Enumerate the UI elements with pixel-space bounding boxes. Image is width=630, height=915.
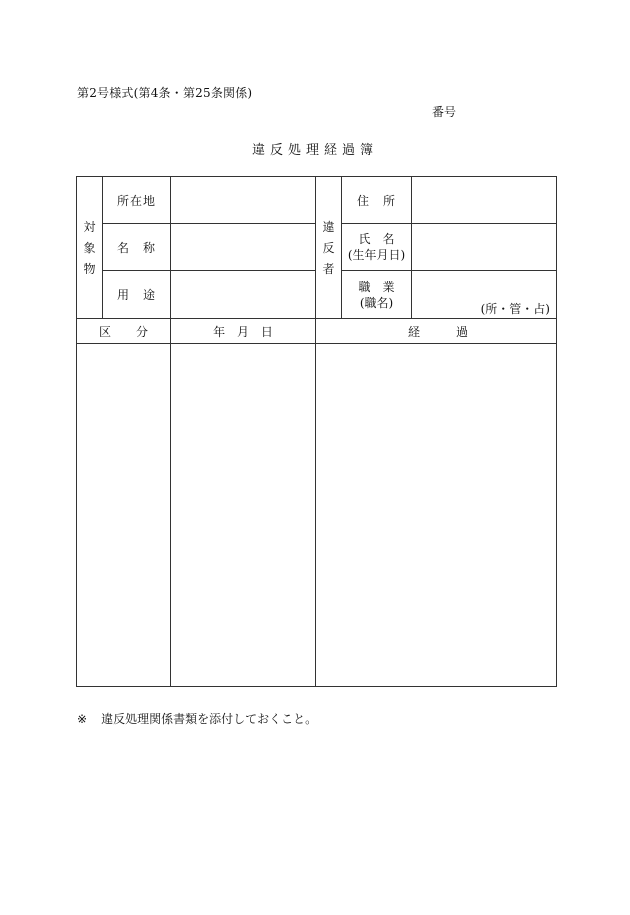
occupation-field[interactable] <box>412 271 557 319</box>
occupation-role-note: (所・管・占) <box>480 302 550 316</box>
record-number-label: 番号 <box>432 105 457 119</box>
address-label: 住 所 <box>342 177 412 224</box>
category-entry-area[interactable] <box>77 344 171 687</box>
violation-record-table <box>76 176 557 687</box>
progress-header: 経 過 <box>316 319 557 344</box>
date-header: 年 月 日 <box>171 319 316 344</box>
violator-name-label: 氏 名 (生年月日) <box>342 224 412 271</box>
location-label: 所在地 <box>103 177 171 224</box>
footnote-text: 違反処理関係書類を添付しておくこと。 <box>101 712 318 726</box>
violator-group-label: 違 反 者 <box>316 177 342 319</box>
category-header: 区 分 <box>77 319 171 344</box>
occupation-label: 職 業 (職名) <box>342 271 412 319</box>
object-group-label: 対 象 物 <box>77 177 103 319</box>
progress-entry-area[interactable] <box>316 344 557 687</box>
use-label: 用 途 <box>103 271 171 319</box>
name-field[interactable] <box>171 224 316 271</box>
reference-mark: ※ <box>77 712 88 726</box>
violator-name-field[interactable] <box>412 224 557 271</box>
document-title: 違反処理経過簿 <box>251 143 378 158</box>
use-field[interactable] <box>171 271 316 319</box>
location-field[interactable] <box>171 177 316 224</box>
name-label: 名 称 <box>103 224 171 271</box>
form-number-label: 第2号様式(第4条・第25条関係) <box>77 86 253 100</box>
footnote <box>77 710 317 727</box>
address-field[interactable] <box>412 177 557 224</box>
date-entry-area[interactable] <box>171 344 316 687</box>
